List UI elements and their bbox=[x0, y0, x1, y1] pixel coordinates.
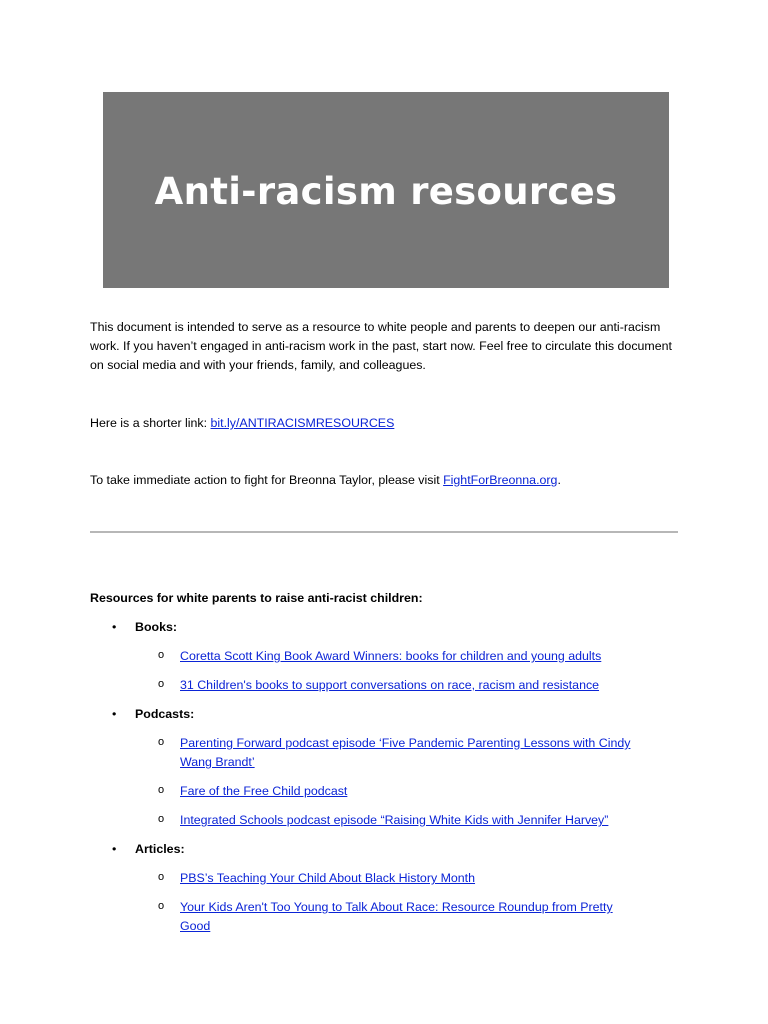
document-title: Anti-racism resources bbox=[154, 169, 618, 213]
short-link[interactable]: bit.ly/ANTIRACISMRESOURCES bbox=[210, 416, 395, 430]
list-item bbox=[135, 782, 640, 801]
articles-list bbox=[135, 869, 690, 936]
category-label: Articles: bbox=[135, 842, 185, 856]
category-podcasts bbox=[90, 705, 690, 830]
book-link-coretta-scott-king[interactable]: Coretta Scott King Book Award Winners: books for children and young adults bbox=[180, 649, 602, 663]
intro-paragraph: This document is intended to serve as a resource to white people and parents to deepen our anti-racism work. If you haven’t engaged in anti-racism work in the past, start now. Feel free to circulate this document on social media and with your friends, family, and colleagues. bbox=[90, 320, 672, 372]
action-prefix: To take immediate action to fight for Breonna Taylor, please visit bbox=[90, 473, 444, 487]
category-label: Podcasts: bbox=[135, 707, 195, 721]
podcasts-list bbox=[135, 734, 690, 830]
category-books bbox=[90, 618, 690, 695]
list-item bbox=[135, 647, 640, 666]
category-articles bbox=[90, 840, 690, 936]
list-item bbox=[135, 811, 640, 830]
article-link-pbs-black-history[interactable]: PBS’s Teaching Your Child About Black History Month bbox=[180, 871, 476, 885]
horizontal-divider bbox=[90, 531, 678, 533]
short-link-prefix: Here is a shorter link: bbox=[90, 416, 211, 430]
category-label: Books: bbox=[135, 620, 177, 634]
podcast-link-parenting-forward[interactable]: Parenting Forward podcast episode ‘Five Pandemic Parenting Lessons with Cindy Wang Brandt’ bbox=[180, 736, 631, 769]
list-item bbox=[135, 734, 640, 772]
book-link-31-childrens-books[interactable]: 31 Children's books to support conversations on race, racism and resistance bbox=[180, 678, 600, 692]
fight-for-breonna-link[interactable]: FightForBreonna.org bbox=[443, 473, 558, 487]
title-banner bbox=[103, 92, 669, 288]
resources-section bbox=[90, 589, 690, 936]
short-link-paragraph bbox=[90, 414, 394, 433]
books-list bbox=[135, 647, 690, 695]
list-item bbox=[135, 676, 640, 695]
list-item bbox=[135, 869, 640, 888]
article-link-pretty-good-roundup[interactable]: Your Kids Aren't Too Young to Talk About Race: Resource Roundup from Pretty Good bbox=[180, 900, 613, 933]
action-suffix: . bbox=[557, 473, 561, 487]
podcast-link-integrated-schools[interactable]: Integrated Schools podcast episode “Raising White Kids with Jennifer Harvey” bbox=[180, 813, 609, 827]
resource-categories bbox=[90, 618, 690, 936]
podcast-link-fare-of-the-free-child[interactable]: Fare of the Free Child podcast bbox=[180, 784, 348, 798]
action-paragraph bbox=[90, 471, 561, 490]
list-item bbox=[135, 898, 640, 936]
resources-heading: Resources for white parents to raise anti-racist children: bbox=[90, 591, 423, 605]
